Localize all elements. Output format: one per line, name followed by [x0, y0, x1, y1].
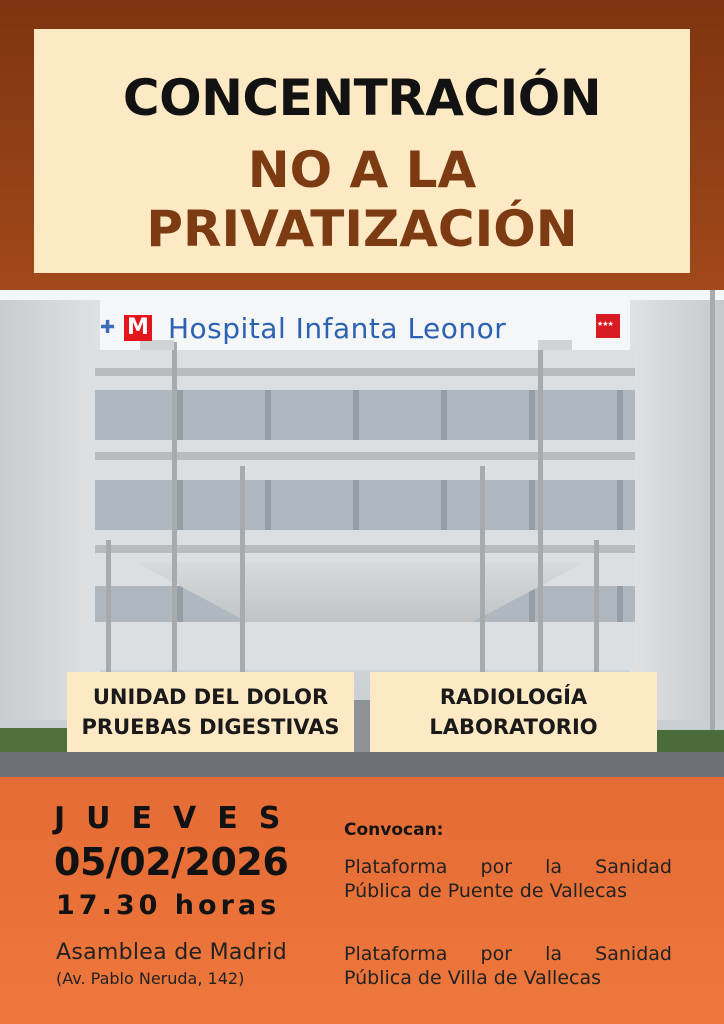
convocan-label: Convocan:: [344, 820, 444, 840]
comunidad-madrid-logo-icon: [100, 315, 156, 341]
org-word: Sanidad: [595, 856, 672, 878]
event-address: (Av. Pablo Neruda, 142): [56, 969, 245, 988]
org-word: la: [545, 943, 563, 965]
event-day: JUEVES: [54, 801, 302, 836]
service-radiologia: RADIOLOGÍA: [439, 685, 588, 709]
title-privatizacion: PRIVATIZACIÓN: [146, 200, 578, 258]
organizer-villa-vallecas: [344, 942, 672, 990]
hospital-sign-text: Hospital Infanta Leonor: [168, 311, 507, 345]
service-unidad-dolor: UNIDAD DEL DOLOR: [92, 685, 329, 709]
health-cross-icon: ✚: [100, 317, 116, 338]
title-no-a-la: NO A LA: [247, 141, 477, 199]
organizer-puente-vallecas: [344, 855, 672, 903]
street-lamp: [710, 290, 715, 770]
services-right-box: [370, 672, 657, 752]
org-word: por: [480, 943, 513, 965]
event-venue: Asamblea de Madrid: [56, 940, 287, 965]
title-box: [34, 29, 690, 273]
street-lamp-head: [538, 340, 572, 350]
street-lamp: [172, 342, 177, 722]
org-word: Plataforma: [344, 856, 448, 878]
service-laboratorio: LABORATORIO: [429, 715, 598, 739]
hospital-sign: [100, 310, 506, 346]
building-left-wing: [0, 300, 100, 720]
madrid-m-logo: M: [124, 315, 152, 341]
org-word: por: [480, 856, 513, 878]
organizer-line2: Pública de Puente de Vallecas: [344, 880, 627, 902]
ground: [0, 752, 724, 777]
street-lamp: [538, 342, 543, 722]
madrid-flag-icon: [596, 314, 620, 338]
event-date: 05/02/2026: [54, 840, 289, 884]
services-left-box: [67, 672, 354, 752]
org-word: Sanidad: [595, 943, 672, 965]
service-pruebas-digestivas: PRUEBAS DIGESTIVAS: [81, 715, 340, 739]
title-concentracion: CONCENTRACIÓN: [122, 69, 602, 127]
organizer-line1: [344, 855, 672, 879]
org-word: la: [545, 856, 563, 878]
organizer-line2: Pública de Villa de Vallecas: [344, 967, 601, 989]
org-word: Plataforma: [344, 943, 448, 965]
organizer-line1: [344, 942, 672, 966]
event-time: 17.30 horas: [56, 890, 281, 921]
